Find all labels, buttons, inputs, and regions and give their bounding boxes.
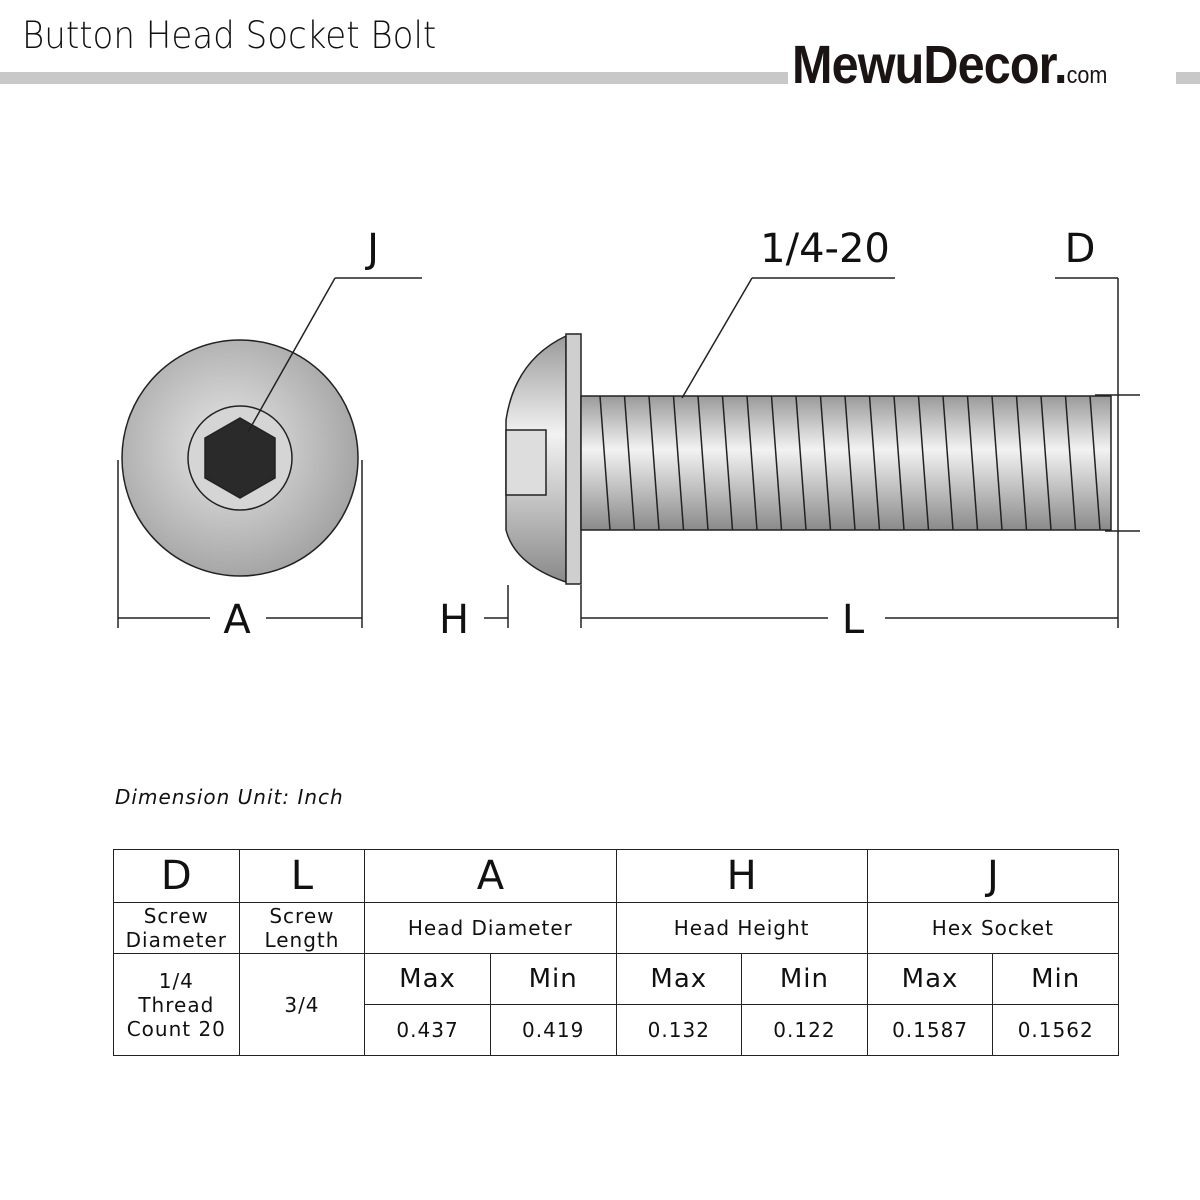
a-max: 0.437: [365, 1005, 491, 1056]
h-min-label: Min: [742, 954, 868, 1005]
name-head-diameter: Head Diameter: [365, 903, 616, 954]
unit-note: Dimension Unit: Inch: [115, 785, 344, 809]
label-h: H: [438, 597, 470, 643]
a-min: 0.419: [490, 1005, 616, 1056]
a-max-label: Max: [365, 954, 491, 1005]
j-min: 0.1562: [993, 1005, 1119, 1056]
label-d: D: [1064, 226, 1096, 272]
page-title: Button Head Socket Bolt: [22, 14, 437, 57]
diameter-size: 1/4: [158, 968, 194, 993]
j-max-label: Max: [867, 954, 993, 1005]
length-value: 3/4: [239, 954, 365, 1056]
header-h: H: [616, 850, 867, 903]
brand-suffix: com: [1066, 62, 1108, 89]
label-j: J: [367, 226, 379, 272]
name-diameter: Screw Diameter: [114, 903, 240, 954]
h-min: 0.122: [742, 1005, 868, 1056]
header-l: L: [239, 850, 365, 903]
header-j: J: [867, 850, 1118, 903]
name-head-height: Head Height: [616, 903, 867, 954]
label-thread: 1/4-20: [760, 226, 890, 272]
header-d: D: [114, 850, 240, 903]
label-a: A: [223, 597, 251, 643]
name-length: Screw Length: [239, 903, 365, 954]
a-min-label: Min: [490, 954, 616, 1005]
dimension-table: [113, 849, 1119, 1056]
j-min-label: Min: [993, 954, 1119, 1005]
h-max: 0.132: [616, 1005, 742, 1056]
diameter-value: [114, 954, 240, 1056]
brand-name: MewuDecor.: [792, 35, 1067, 95]
label-l: L: [841, 597, 865, 643]
name-hex-socket: Hex Socket: [867, 903, 1118, 954]
h-max-label: Max: [616, 954, 742, 1005]
j-max: 0.1587: [867, 1005, 993, 1056]
header-a: A: [365, 850, 616, 903]
thread-count: Thread Count 20: [126, 992, 226, 1041]
